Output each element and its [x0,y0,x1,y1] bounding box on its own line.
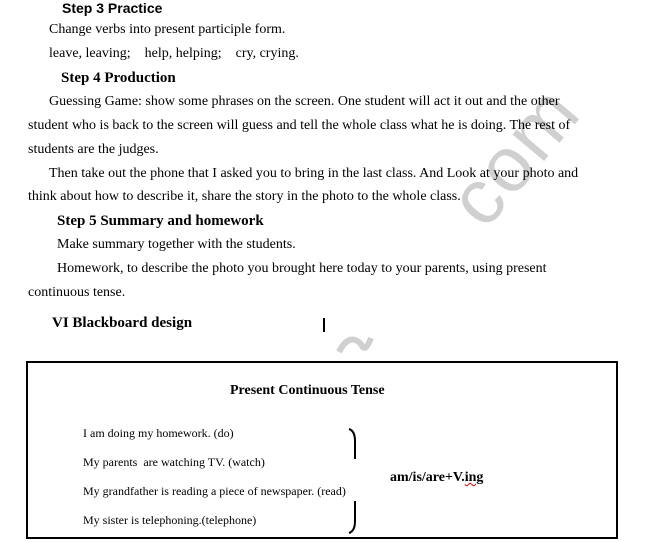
blackboard-sentence: My sister is telephoning.(telephone) [83,513,257,527]
blackboard-title: Present Continuous Tense [230,383,385,398]
step4-para1-line3: students are the judges. [28,142,159,157]
text-cursor [323,318,325,332]
watermark: com [430,68,597,243]
blackboard-sentence: I am doing my homework. (do) [83,426,234,440]
step4-para2-line1: Then take out the phone that I asked you to bring in the last class. And Look at your photo and [49,166,579,181]
step3-instruction: Change verbs into present participle form. [49,22,286,37]
step5-heading: Step 5 Summary and homework [57,213,264,229]
right-brace-icon [346,427,360,535]
step5-line3: continuous tense. [28,285,126,300]
blackboard-sentence: My parents are watching TV. (watch) [83,455,265,469]
blackboard-sentence: My grandfather is reading a piece of newspaper. (read) [83,484,346,498]
step4-para2-line2: think about how to describe it, share the story in the photo to the whole class. [28,189,461,204]
step3-examples: leave, leaving; help, helping; cry, crying. [49,46,299,61]
watermark-fragment [335,330,375,360]
step3-heading: Step 3 Practice [62,0,163,16]
blackboard-design-box [26,361,618,539]
step4-para1-line2: student who is back to the screen will guess and tell the whole class what he is doing. The rest of [28,118,571,133]
step4-para1-line1: Guessing Game: show some phrases on the screen. One student will act it out and the other [49,94,560,109]
step4-heading: Step 4 Production [61,70,176,86]
step5-line1: Make summary together with the students. [57,237,296,252]
formula: am/is/are+V.ing [390,470,484,485]
section6-heading: VI Blackboard design [52,315,193,331]
step5-line2: Homework, to describe the photo you brought here today to your parents, using present [57,261,547,276]
